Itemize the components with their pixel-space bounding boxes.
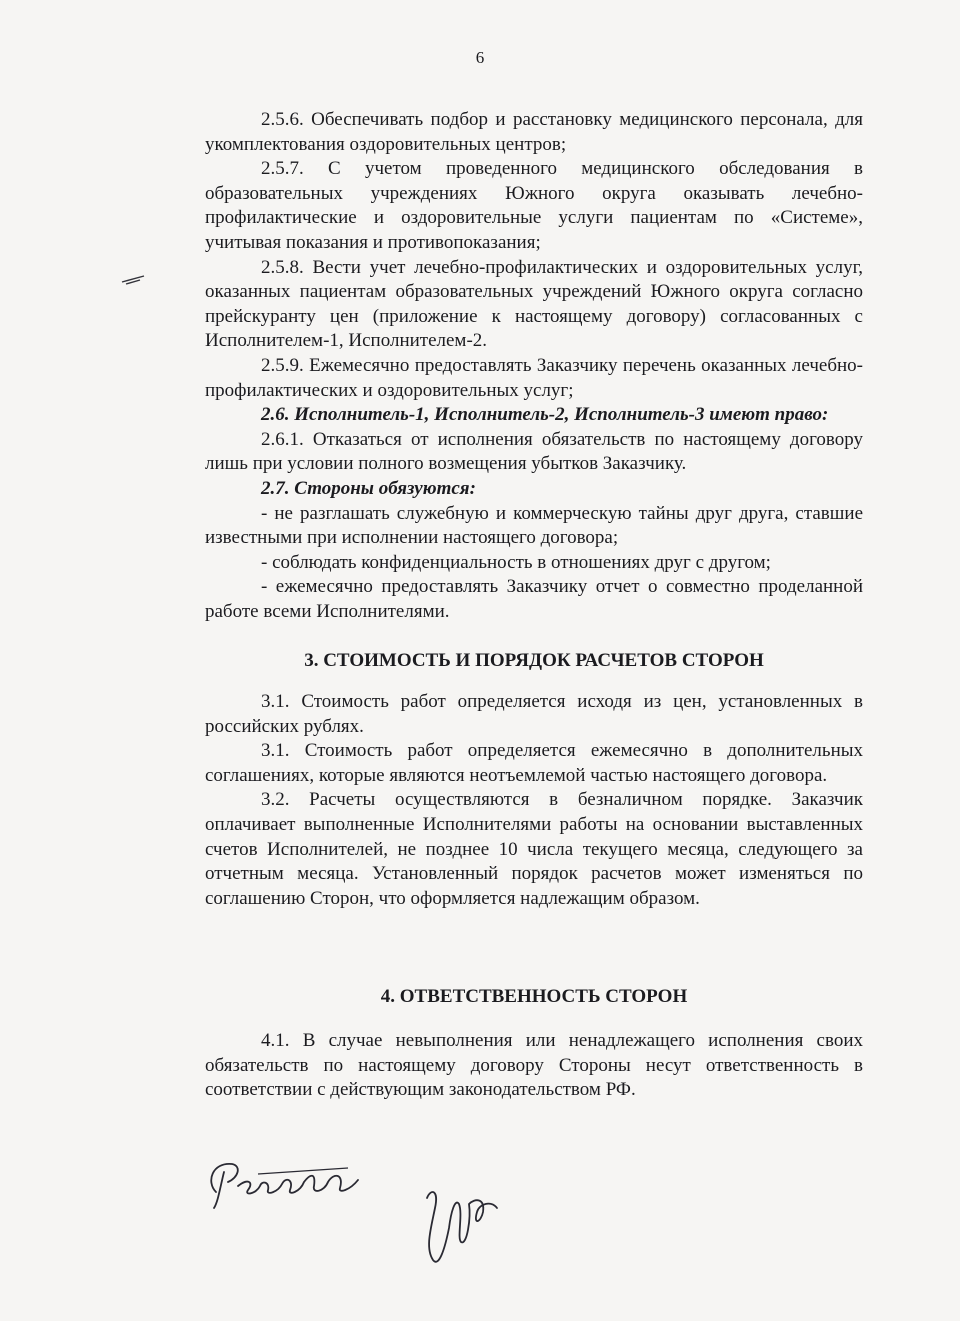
margin-pen-mark	[120, 272, 146, 286]
obligation-item: - не разглашать служебную и коммерческую тайны друг друга, ставшие известными при исполнении настоящего договора;	[205, 502, 863, 549]
paragraph-2-5-8: 2.5.8. Вести учет лечебно-профилактических и оздоровительных услуг, оказанных пациентам образовательных учреждений Южного округа согласно прейскуранту цен (приложение к настоящему договору) согласованных с Исполнителем-1, Исполнителем-2.	[205, 256, 863, 352]
paragraph-2-5-6: 2.5.6. Обеспечивать подбор и расстановку медицинского персонала, для укомплектования оздоровительных центров;	[205, 109, 863, 155]
paragraph-3-1a: 3.1. Стоимость работ определяется исходя из цен, установленных в российских рублях.	[205, 691, 863, 737]
heading-2-6: 2.6. Исполнитель-1, Исполнитель-2, Исполнитель-3 имеют право:	[261, 404, 829, 426]
paragraph-4-1: 4.1. В случае невыполнения или ненадлежащего исполнения своих обязательств по настоящему договору Стороны несут ответственность в соответствии с действующим законодательством РФ.	[205, 1030, 863, 1101]
heading-2-7: 2.7. Стороны обязуются:	[261, 477, 476, 499]
paragraph-3-2: 3.2. Расчеты осуществляются в безналичном порядке. Заказчик оплачивает выполненные Исполнителями работы на основании выставленных счетов Исполнителей, не позднее 10 числа текущего месяца, следующего за отчетным месяца. Установленный порядок расчетов может изменяться по соглашению Сторон, что оформляется надлежащим образом.	[205, 789, 863, 909]
paragraph-2-5-7: 2.5.7. С учетом проведенного медицинского обследования в образовательных учреждениях Южного округа оказывать лечебно-профилактические и оздоровительные услуги пациентам по «Системе», учитывая показания и противопоказания;	[205, 158, 863, 253]
section-3-title: 3. СТОИМОСТЬ И ПОРЯДОК РАСЧЕТОВ СТОРОН	[304, 650, 764, 672]
obligation-item: - соблюдать конфиденциальность в отношениях друг с другом;	[261, 551, 771, 573]
paragraph-3-1b: 3.1. Стоимость работ определяется ежемесячно в дополнительных соглашениях, которые являются неотъемлемой частью настоящего договора.	[205, 740, 863, 786]
section-4-title: 4. ОТВЕТСТВЕННОСТЬ СТОРОН	[380, 986, 688, 1008]
document-body	[205, 108, 863, 1103]
page-number: 6	[475, 48, 485, 67]
obligation-item: - ежемесячно предоставлять Заказчику отчет о совместно проделанной работе всеми Исполнителями.	[205, 576, 863, 622]
paragraph-2-6-1: 2.6.1. Отказаться от исполнения обязательств по настоящему договору лишь при условии полного возмещения убытков Заказчику.	[205, 428, 863, 475]
signature-left	[198, 1152, 368, 1212]
signature-right	[405, 1168, 525, 1278]
paragraph-2-5-9: 2.5.9. Ежемесячно предоставлять Заказчику перечень оказанных лечебно-профилактических и оздоровительных услуг;	[205, 354, 863, 401]
